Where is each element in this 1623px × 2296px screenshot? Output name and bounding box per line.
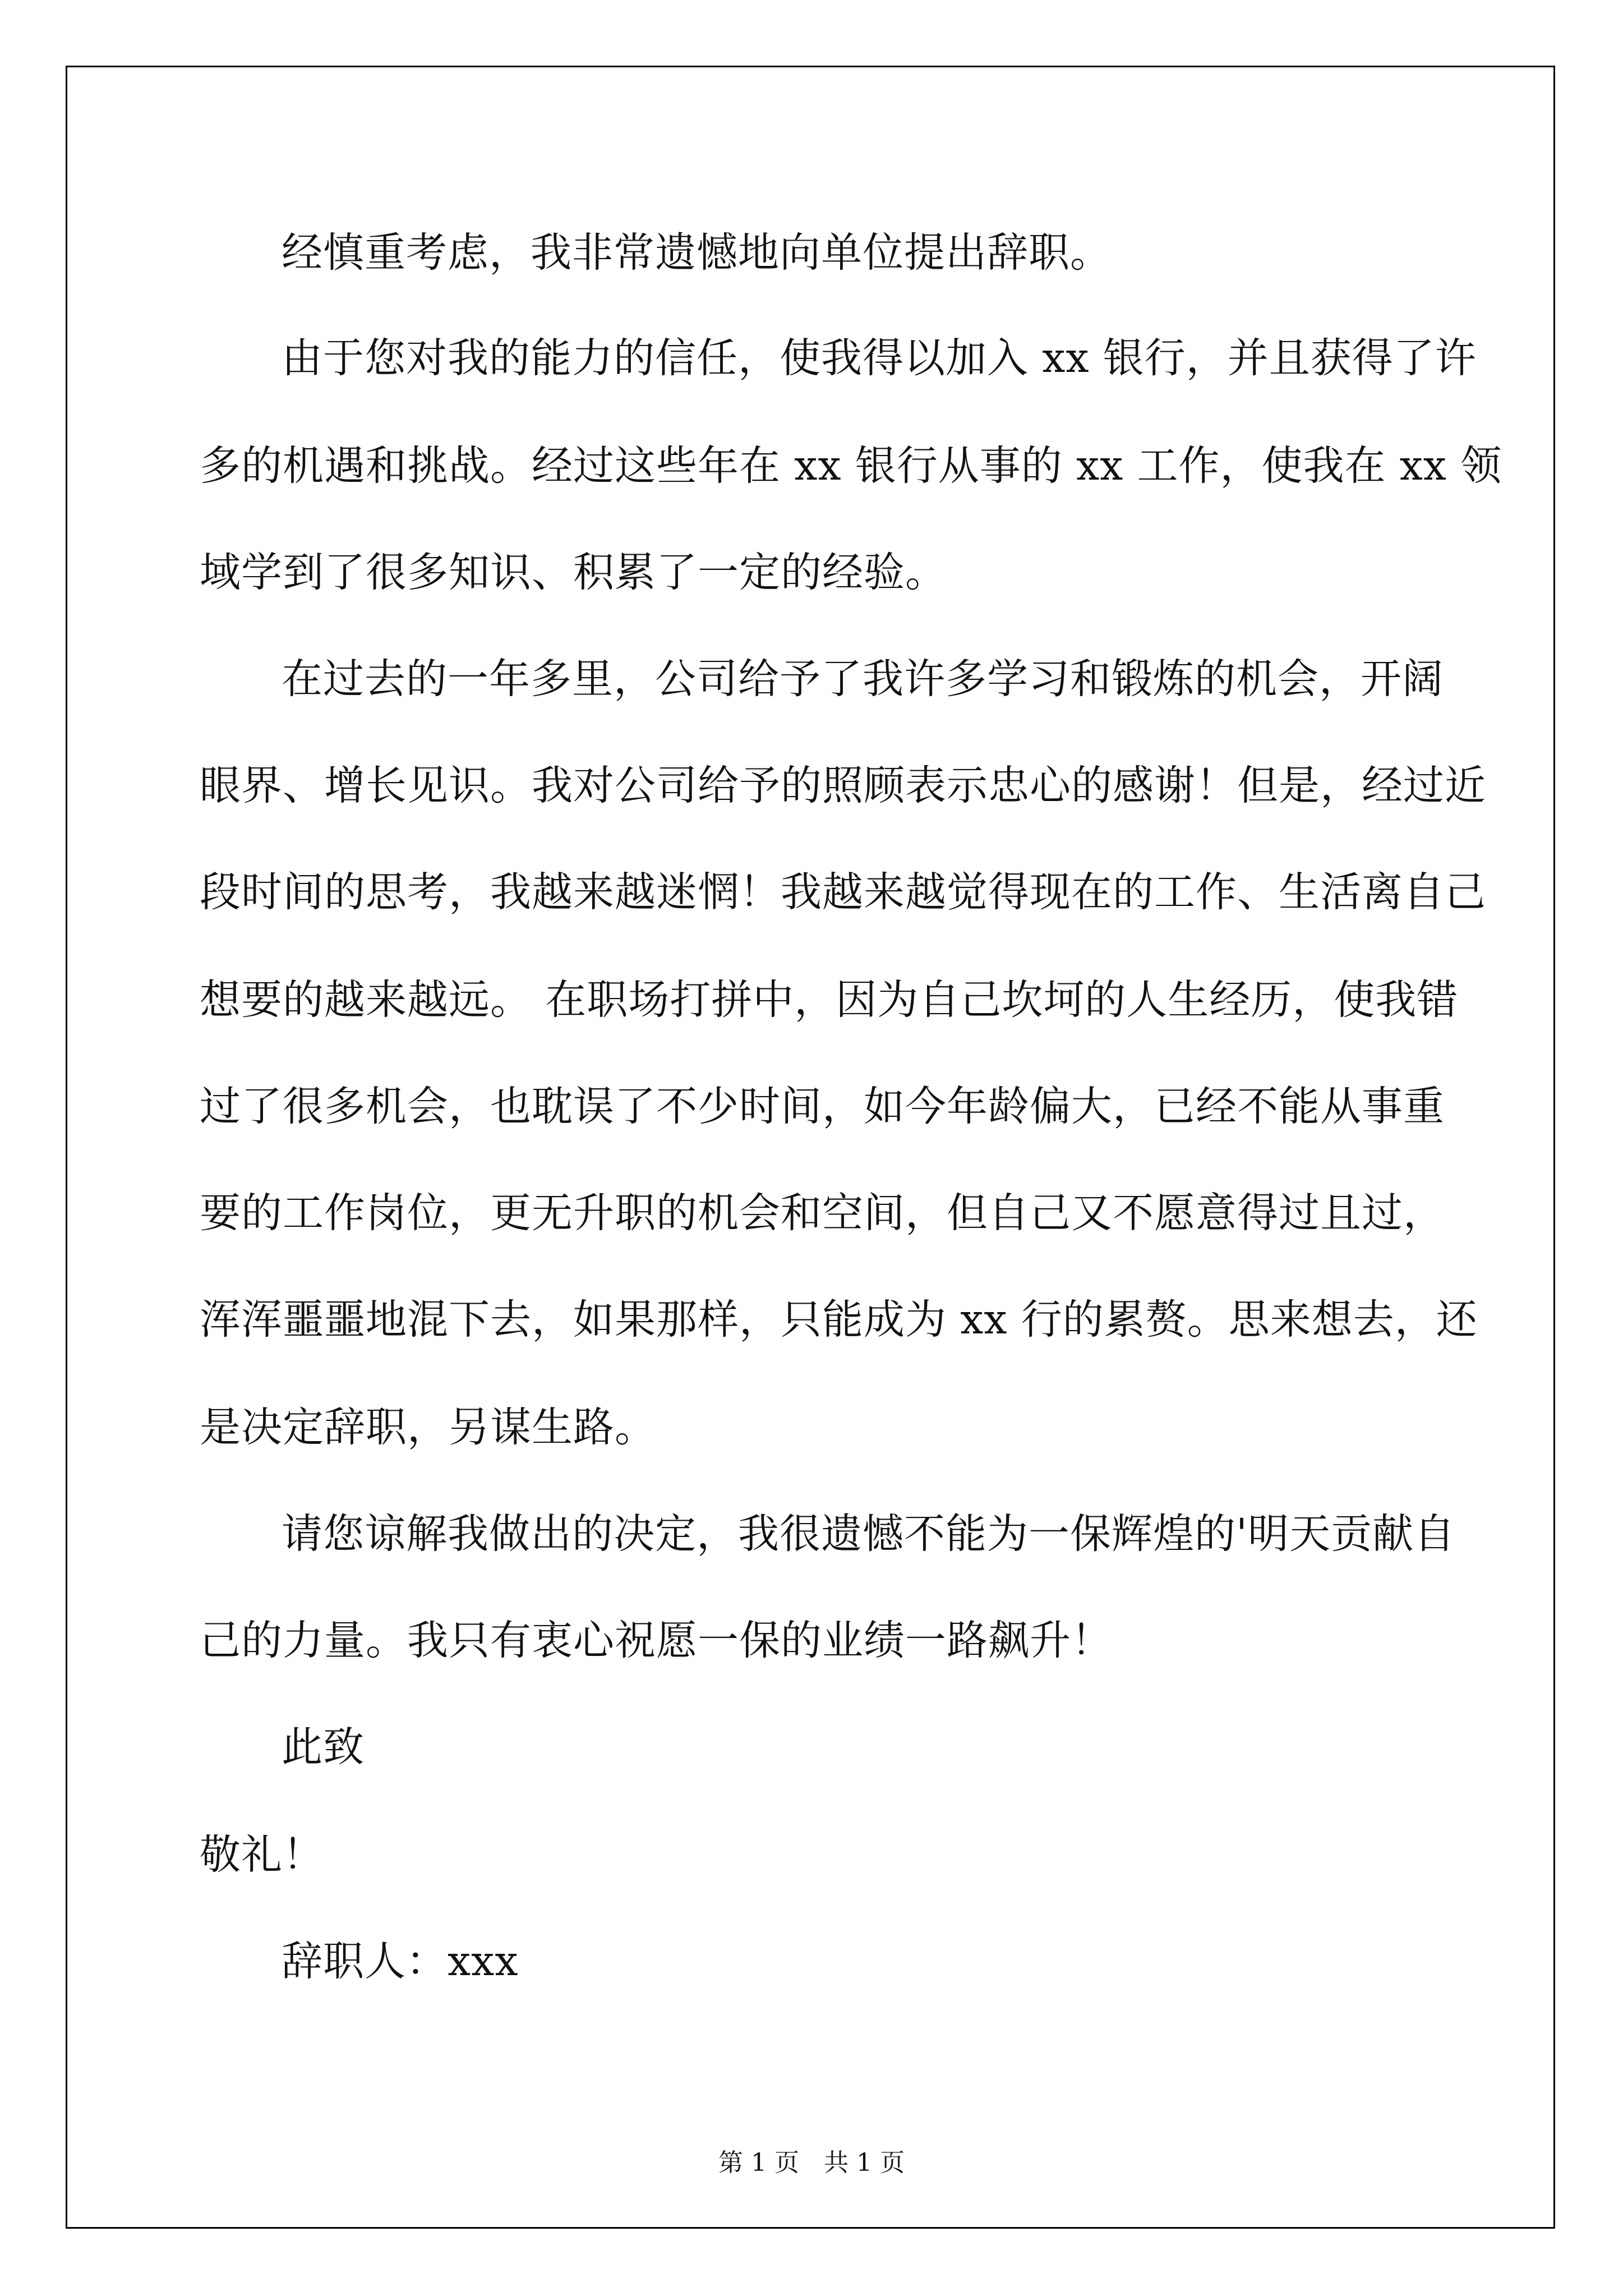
paragraph-line: 过了很多机会，也耽误了不少时间，如今年龄偏大，已经不能从事重 — [200, 1083, 1445, 1130]
signature-line: 辞职人：xxx — [282, 1938, 519, 1985]
page-border — [66, 66, 1555, 2229]
paragraph-line: 是决定辞职，另谋生路。 — [200, 1404, 656, 1451]
closing-salutation: 此致 — [282, 1723, 365, 1771]
paragraph-line: 在过去的一年多里，公司给予了我许多学习和锻炼的机会，开阔 — [282, 655, 1444, 703]
paragraph-line: 由于您对我的能力的信任，使我得以加入 xx 银行，并且获得了许 — [282, 334, 1477, 382]
paragraph-line: 要的工作岗位，更无升职的机会和空间，但自己又不愿意得过且过， — [200, 1189, 1445, 1237]
paragraph-line: 多的机遇和挑战。经过这些年在 xx 银行从事的 xx 工作，使我在 xx 领 — [200, 442, 1502, 490]
paragraph-line: 己的力量。我只有衷心祝愿一保的业绩一路飙升！ — [200, 1617, 1113, 1664]
paragraph-line: 想要的越来越远。 在职场打拼中，因为自己坎坷的人生经历，使我错 — [200, 976, 1459, 1024]
paragraph-line: 段时间的思考，我越来越迷惘！我越来越觉得现在的工作、生活离自己 — [200, 868, 1486, 916]
paragraph-line: 请您谅解我做出的决定，我很遗憾不能为一保辉煌的'明天贡献自 — [282, 1510, 1456, 1558]
paragraph-line: 经慎重考虑，我非常遗憾地向单位提出辞职。 — [282, 229, 1112, 277]
paragraph-line: 浑浑噩噩地混下去，如果那样，只能成为 xx 行的累赘。思来想去，还 — [200, 1296, 1478, 1343]
paragraph-line: 域学到了很多知识、积累了一定的经验。 — [200, 549, 947, 596]
closing-respect: 敬礼！ — [200, 1831, 324, 1879]
page-number-footer: 第 1 页 共 1 页 — [718, 2148, 905, 2177]
paragraph-line: 眼界、增长见识。我对公司给予的照顾表示忠心的感谢！但是，经过近 — [200, 762, 1486, 809]
